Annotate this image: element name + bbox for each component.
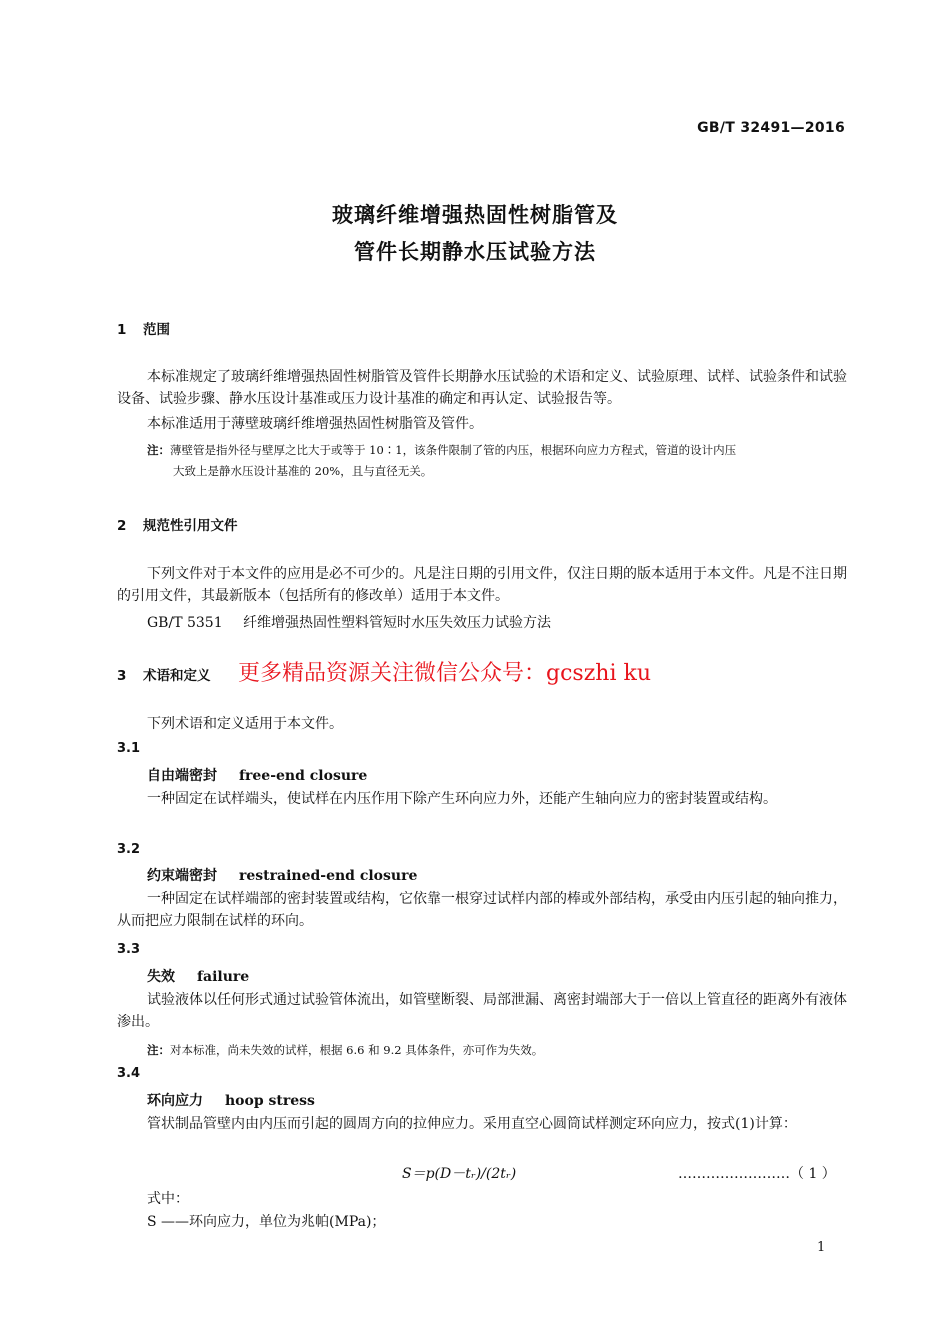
section-3-intro: 下列术语和定义适用于本文件。 xyxy=(147,716,343,732)
clause-3-3-term: 失效 failure xyxy=(147,969,250,985)
note-label: 注： xyxy=(147,1043,170,1057)
standard-number: GB/T 32491—2016 xyxy=(697,120,845,136)
clause-3-3-note xyxy=(147,1040,847,1061)
where-label: 式中： xyxy=(147,1191,189,1207)
clause-3-2-definition: 一种固定在试样端部的密封装置或结构，它依靠一根穿过试样内部的棒或外部结构，承受由内压引起的轴向推力，从而把应力限制在试样的环向。 xyxy=(117,891,847,929)
clause-3-4-definition: 管状制品管壁内由内压而引起的圆周方向的拉伸应力。采用直空心圆筒试样测定环向应力，按式(1)计算： xyxy=(147,1116,797,1132)
watermark-text: 更多精品资源关注微信公众号：gcszhi ku xyxy=(238,661,651,686)
clause-3-1-number: 3.1 xyxy=(117,741,141,756)
clause-3-4-number: 3.4 xyxy=(117,1066,141,1081)
note-label: 注： xyxy=(147,443,170,457)
normative-reference xyxy=(147,612,551,634)
clause-3-2-term: 约束端密封 restrained-end closure xyxy=(147,868,418,884)
title-line-2: 管件长期静水压试验方法 xyxy=(354,240,596,264)
reference-code: GB/T 5351 xyxy=(147,615,223,631)
clause-3-1-definition: 一种固定在试样端头，使试样在内压作用下除产生环向应力外，还能产生轴向应力的密封装置或结构。 xyxy=(147,791,777,807)
title-line-1: 玻璃纤维增强热固性树脂管及 xyxy=(332,203,618,227)
section-2-heading: 2 规范性引用文件 xyxy=(117,518,238,534)
clause-3-1-term: 自由端密封 free-end closure xyxy=(147,768,368,784)
note-text: 对本标准，尚未失效的试样，根据 6.6 和 9.2 具体条件，亦可作为失效。 xyxy=(170,1043,544,1057)
reference-title: 纤维增强热固性塑料管短时水压失效压力试验方法 xyxy=(243,615,552,631)
clause-3-3-number: 3.3 xyxy=(117,942,141,957)
note-line-2: 大致上是静水压设计基准的 20%，且与直径无关。 xyxy=(173,464,433,478)
clause-3-2-number: 3.2 xyxy=(117,842,141,857)
section-1-para-1: 本标准规定了玻璃纤维增强热固性树脂管及管件长期静水压试验的术语和定义、试验原理、试样、试验条件和试验设备、试验步骤、静水压设计基准或压力设计基准的确定和再认定、试验报告等。 xyxy=(117,369,847,407)
note-line-1: 薄壁管是指外径与壁厚之比大于或等于 10∶1，该条件限制了管的内压，根据环向应力方程式，管道的设计内压 xyxy=(170,443,737,457)
section-2-para-1: 下列文件对于本文件的应用是必不可少的。凡是注日期的引用文件，仅注日期的版本适用于本文件。凡是不注日期的引用文件，其最新版本（包括所有的修改单）适用于本文件。 xyxy=(117,566,847,604)
section-1-para-2: 本标准适用于薄壁玻璃纤维增强热固性树脂管及管件。 xyxy=(147,416,483,432)
formula-number: ……………………（ 1 ） xyxy=(678,1166,836,1182)
document-title xyxy=(0,197,950,271)
section-1-note xyxy=(147,440,847,482)
clause-3-4-term: 环向应力 hoop stress xyxy=(147,1093,315,1109)
variable-s-definition: S ——环向应力，单位为兆帕(MPa)； xyxy=(147,1214,386,1230)
clause-3-3-definition: 试验液体以任何形式通过试验管体流出，如管壁断裂、局部泄漏、离密封端部大于一倍以上管直径的距离外有液体渗出。 xyxy=(117,992,847,1030)
hoop-stress-formula: S＝p(D－tᵣ)/(2tᵣ) xyxy=(402,1166,517,1182)
section-3-heading: 3 术语和定义 xyxy=(117,668,211,684)
page-number: 1 xyxy=(817,1240,826,1255)
section-1-heading: 1 范围 xyxy=(117,322,170,338)
